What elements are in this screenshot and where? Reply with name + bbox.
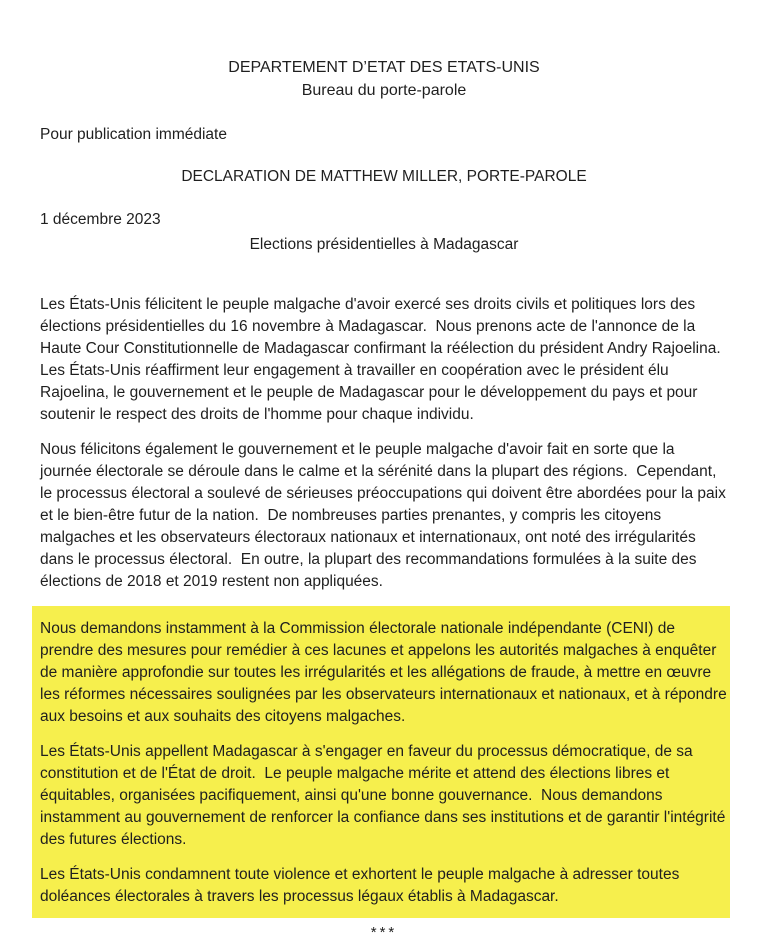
date-line: 1 décembre 2023 <box>40 211 161 228</box>
subject-line: Elections présidentielles à Madagascar <box>249 236 519 253</box>
bureau-subtitle: Bureau du porte-parole <box>301 82 467 99</box>
release-line: Pour publication immédiate <box>40 126 227 143</box>
document-header <box>40 56 728 102</box>
paragraph-election-concerns: Nous félicitons également le gouvernement et le peuple malgache d'avoir fait en sorte que la journée électorale se déroule dans le calme et la sérénité dans la plupart des régions. Cependant, le processus électoral a soulevé de sérieuses préoccupations qui doivent être abordées pour la paix et le bien-être futur de la nation. De nombreuses parties prenantes, y compris les citoyens malgaches et les observateurs électoraux nationaux et internationaux, ont noté des irrégularités dans le processus électoral. En outre, la plupart des recommandations formulées à la suite des élections de 2018 et 2019 restent non appliquées. <box>40 441 731 590</box>
paragraph-condemn-violence: Les États-Unis condamnent toute violence et exhortent le peuple malgache à adresser toutes doléances électorales à travers les processus légaux établis à Madagascar. <box>40 866 684 905</box>
statement-title: DECLARATION DE MATTHEW MILLER, PORTE-PAROLE <box>181 168 587 185</box>
paragraph-democratic-process: Les États-Unis appellent Madagascar à s'engager en faveur du processus démocratique, de sa constitution et de l'État de droit. Le peuple malgache mérite et attend des élections libres et équitables, organisées pacifiquement, ainsi qu'une bonne gouvernance. Nous demandons instamment au gouvernement de renforcer la confiance dans ses institutions et de garantir l'intégrité des futures élections. <box>40 743 730 848</box>
department-title: DEPARTEMENT D’ETAT DES ETATS-UNIS <box>228 59 540 76</box>
document-body <box>40 294 732 944</box>
end-marker: *** <box>370 924 398 941</box>
paragraph-congratulations: Les États-Unis félicitent le peuple malgache d'avoir exercé ses droits civils et politiques lors des élections présidentielles du 16 novembre à Madagascar. Nous prenons acte de l'annonce de la Haute Cour Constitutionnelle de Madagascar confirmant la réélection du président Andry Rajoelina. Les États-Unis réaffirment leur engagement à travailler en coopération avec le président élu Rajoelina, le gouvernement et le peuple de Madagascar pour le développement du pays et pour soutenir le respect des droits de l'homme pour chaque individu. <box>40 296 730 423</box>
paragraph-ceni-demands: Nous demandons instamment à la Commission électorale nationale indépendante (CENI) de prendre des mesures pour remédier à ces lacunes et appelons les autorités malgaches à enquêter de manière approfondie sur toutes les irrégularités et les allégations de fraude, à mettre en œuvre les réformes nécessaires soulignées par les observateurs internationaux et nationaux, et à répondre aux besoins et aux souhaits des citoyens malgaches. <box>40 620 732 725</box>
highlighted-section <box>32 606 730 918</box>
